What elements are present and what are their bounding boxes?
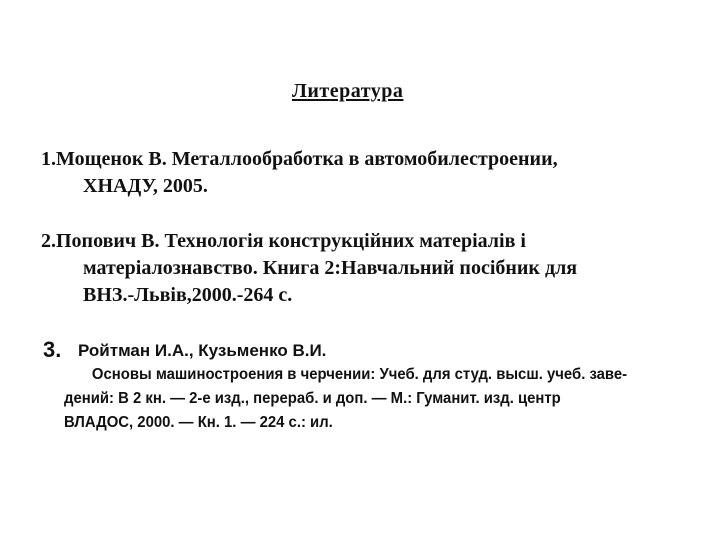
reference-3-number: 3.	[43, 337, 62, 362]
reference-2-line-3: ВНЗ.-Львів,2000.-264 с.	[83, 284, 293, 306]
reference-1-line-2: ХНАДУ, 2005.	[83, 175, 208, 197]
reference-3-authors: Ройтман И.А., Кузьменко В.И.	[78, 341, 327, 360]
page-title: Литература	[292, 80, 404, 102]
reference-item-3	[64, 363, 627, 435]
reference-item-2	[41, 228, 577, 309]
reference-3-line-2: дений: В 2 кн. — 2-е изд., перераб. и доп. — М.: Гуманит. изд. центр	[64, 390, 561, 407]
reference-1-line-1: 1.Мощенок В. Металлообработка в автомобилестроении,	[41, 148, 558, 170]
reference-3-line-3: ВЛАДОС, 2000. — Кн. 1. — 224 с.: ил.	[64, 414, 333, 431]
reference-item-1	[41, 146, 558, 200]
reference-3-line-1: Основы машиностроения в черчении: Учеб. для студ. высш. учеб. заве-	[91, 366, 628, 383]
reference-2-line-2: матеріалознавство. Книга 2:Навчальний посібник для	[83, 257, 578, 279]
reference-2-line-1: 2.Попович В. Технологія конструкційних матеріалів і	[41, 230, 526, 252]
